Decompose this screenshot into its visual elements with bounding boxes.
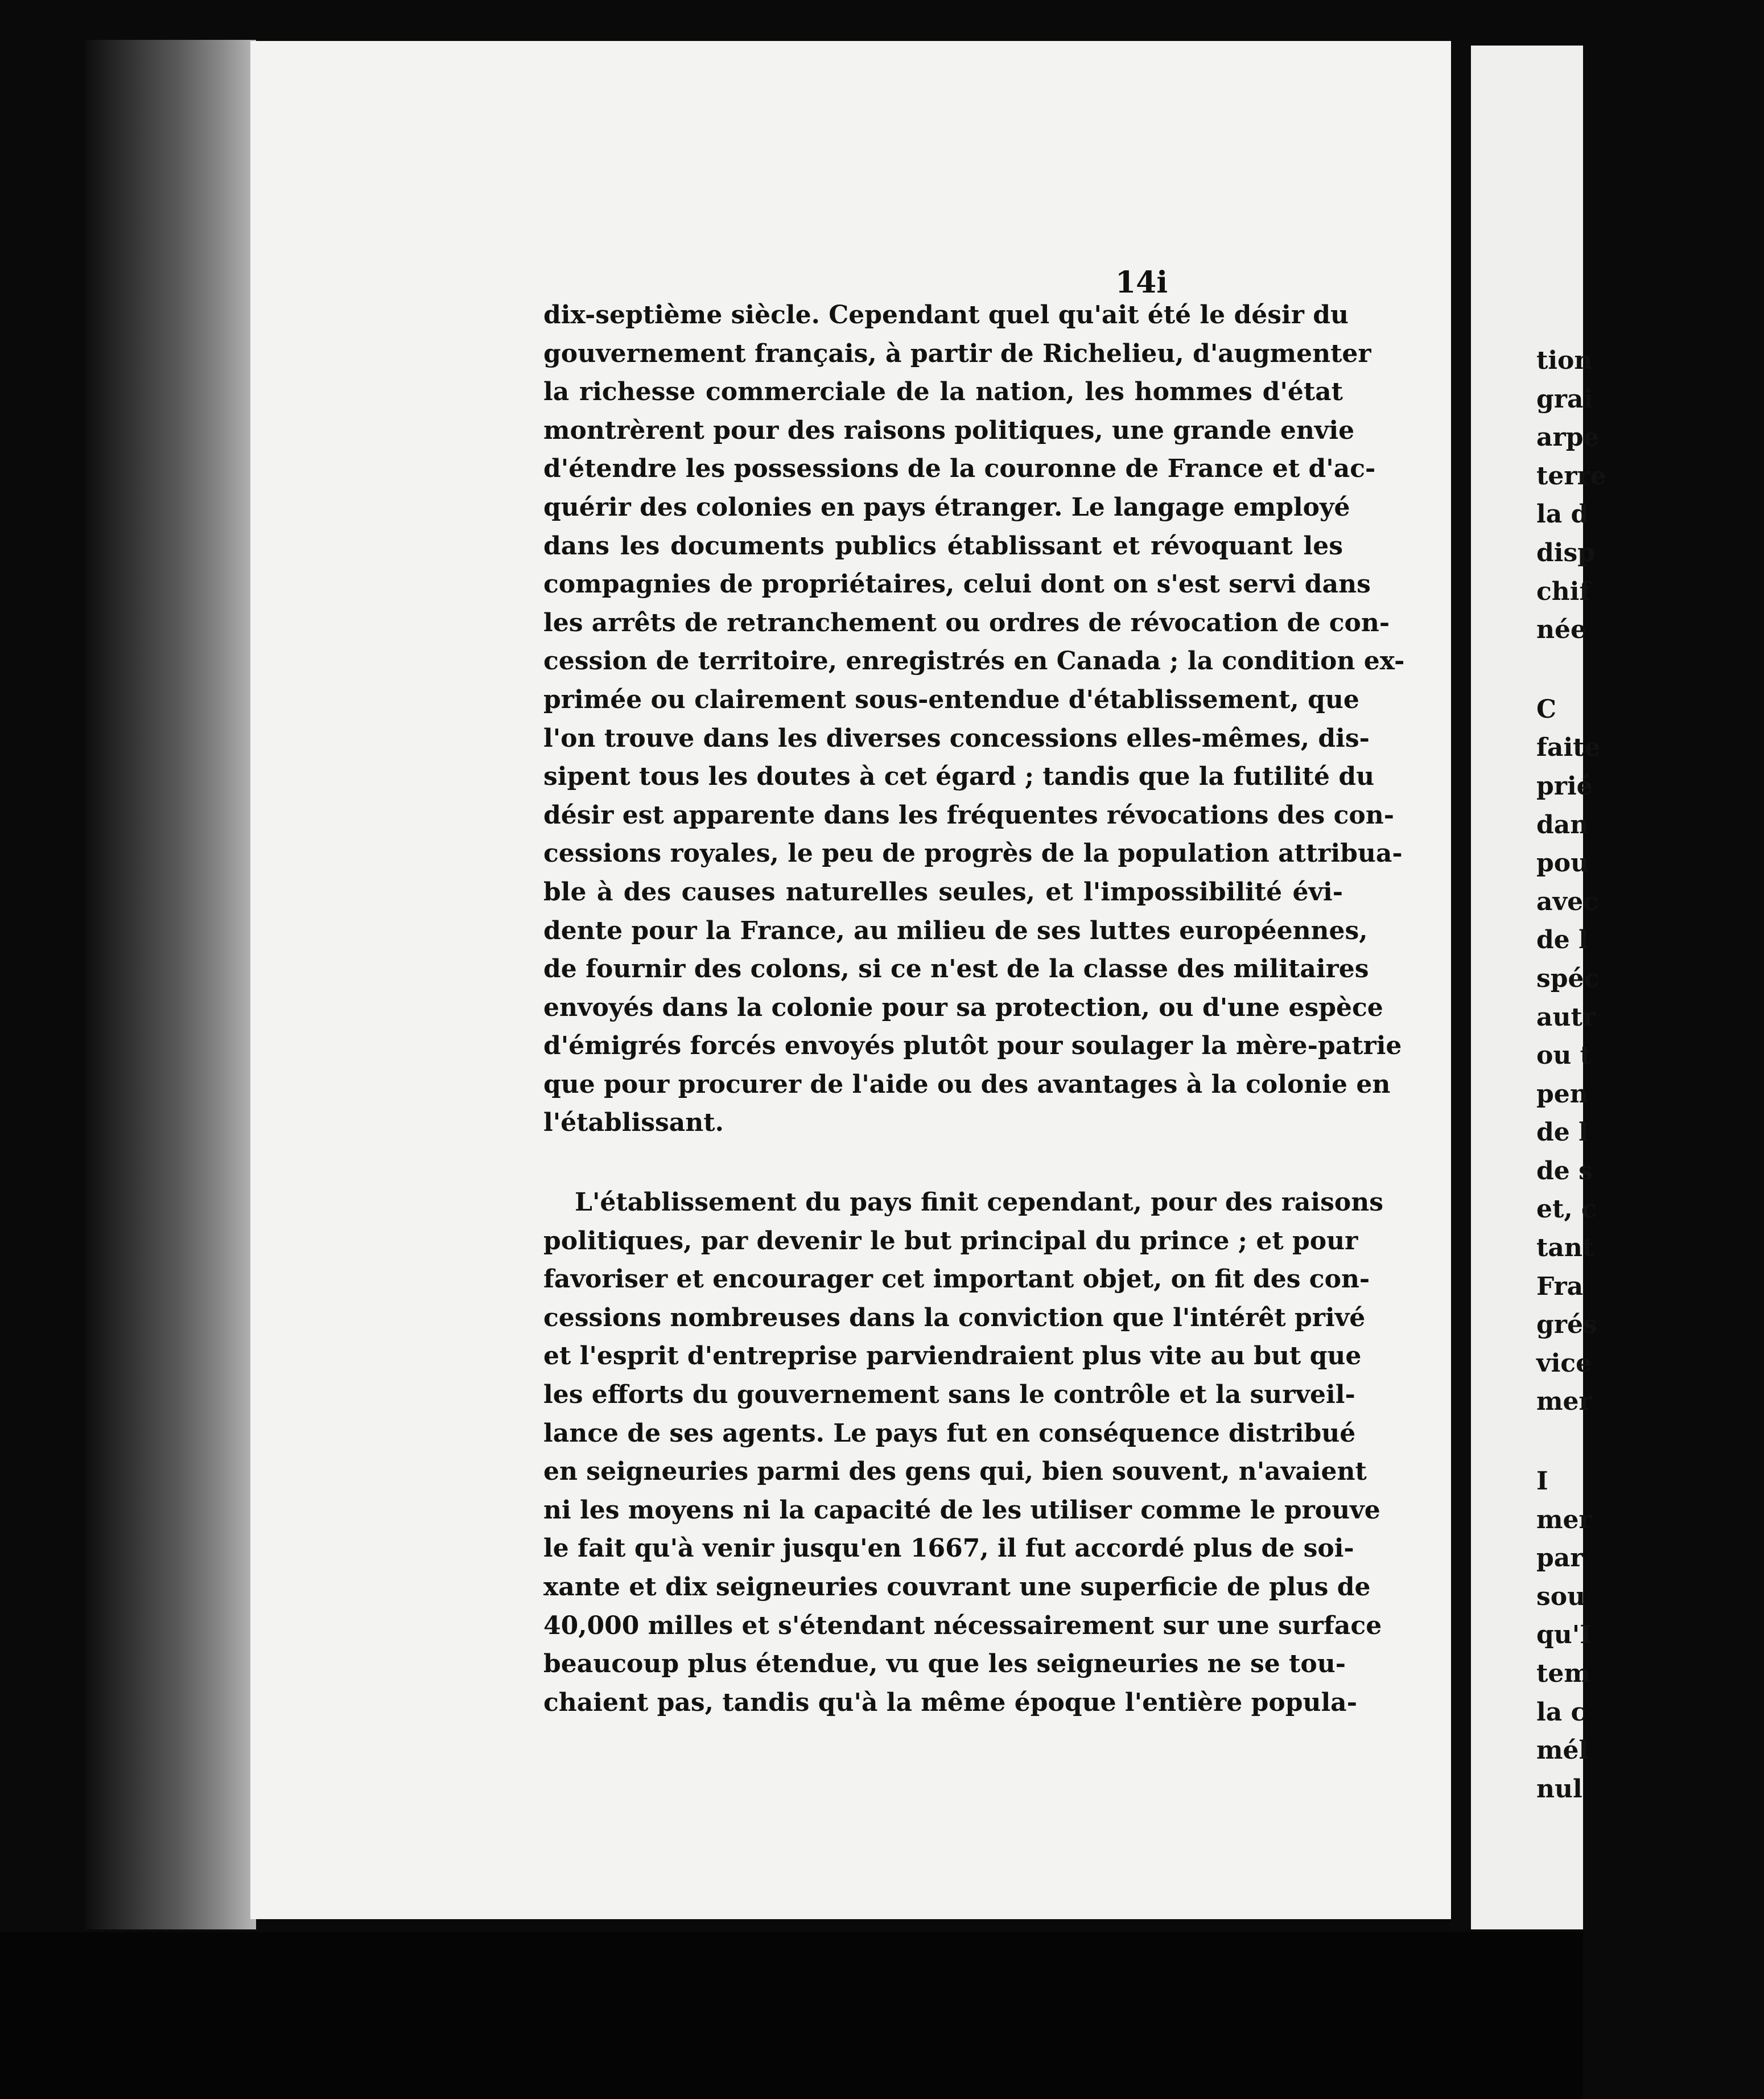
text-line: cessions royales, le peu de progrès de la population attribua- [543, 839, 1403, 869]
text-line: les arrêts de retranchement ou ordres de révocation de con- [543, 608, 1390, 637]
text-fragment: la d [1536, 500, 1589, 529]
text-line: les efforts du gouvernement sans le contrôle et la surveil- [543, 1380, 1355, 1410]
text-fragment: I [1536, 1467, 1548, 1496]
text-line: d'émigrés forcés envoyés plutôt pour soulager la mère-patrie [543, 1031, 1402, 1061]
text-line: sipent tous les doutes à cet égard ; tandis que la futilité du [543, 762, 1375, 792]
text-line: lance de ses agents. Le pays fut en conséquence distribué [543, 1418, 1356, 1448]
page-number: 14i [1115, 265, 1168, 300]
scan-border-bottom [0, 1932, 1583, 2099]
text-fragment: arpe [1536, 423, 1600, 452]
text-line: beaucoup plus étendue, vu que les seigneuries ne se tou- [543, 1649, 1346, 1679]
text-fragment: mer [1536, 1387, 1592, 1417]
text-fragment: sou [1536, 1582, 1586, 1611]
text-fragment: spéc [1536, 964, 1600, 993]
text-fragment: tem [1536, 1659, 1590, 1688]
text-line: chaient pas, tandis qu'à la même époque l'entière popula- [543, 1688, 1357, 1717]
book-page-right-edge [1471, 46, 1606, 1929]
text-fragment: dan [1536, 810, 1589, 839]
book-gutter-shadow [85, 40, 256, 1929]
text-fragment: avec [1536, 887, 1598, 916]
text-fragment: la c [1536, 1697, 1586, 1727]
text-line: le fait qu'à venir jusqu'en 1667, il fut accordé plus de soi- [543, 1534, 1354, 1563]
text-fragment: C [1536, 694, 1557, 724]
text-fragment: mél [1536, 1736, 1589, 1765]
text-fragment: de l [1536, 925, 1588, 955]
text-fragment: autr [1536, 1002, 1596, 1032]
text-line: politiques, par devenir le but principal du prince ; et pour [543, 1226, 1358, 1256]
text-fragment: grés [1536, 1310, 1597, 1340]
text-fragment: grai [1536, 384, 1593, 414]
body-text-column [543, 296, 1405, 1722]
text-line: cession de territoire, enregistrés en Canada ; la condition ex- [543, 647, 1405, 676]
text-fragment: pen [1536, 1079, 1588, 1109]
text-line: L'établissement du pays finit cependant, pour des raisons [575, 1188, 1383, 1217]
text-line: montrèrent pour des raisons politiques, une grande envie [543, 415, 1355, 445]
next-page-text-fragments [1536, 341, 1764, 1808]
text-line: d'étendre les possessions de la couronne de France et d'ac- [543, 454, 1376, 484]
text-fragment: Fra [1536, 1271, 1584, 1301]
text-fragment: ou t [1536, 1041, 1592, 1071]
text-line: ble à des causes naturelles seules, et l'impossibilité évi- [543, 877, 1343, 907]
text-fragment: née [1536, 615, 1586, 645]
text-fragment: qu'I [1536, 1620, 1592, 1650]
text-fragment: tion [1536, 346, 1593, 375]
text-line: et l'esprit d'entreprise parviendraient plus vite au but que [543, 1341, 1362, 1371]
text-fragment: tant [1536, 1233, 1594, 1263]
text-line: l'établissant. [543, 1108, 724, 1138]
text-fragment: pou [1536, 849, 1589, 878]
text-fragment: terre [1536, 461, 1606, 491]
text-line: en seigneuries parmi des gens qui, bien souvent, n'avaient [543, 1457, 1367, 1487]
text-line: xante et dix seigneuries couvrant une superficie de plus de [543, 1573, 1371, 1602]
text-fragment: de l [1536, 1118, 1588, 1147]
paragraph-1 [543, 296, 1405, 1142]
text-line: favoriser et encourager cet important objet, on fit des con- [543, 1265, 1370, 1294]
text-fragment: par [1536, 1544, 1584, 1573]
text-fragment: mer [1536, 1505, 1592, 1534]
text-line: ni les moyens ni la capacité de les utiliser comme le prouve [543, 1495, 1380, 1525]
text-fragment: de s [1536, 1156, 1593, 1186]
text-fragment: faite [1536, 733, 1601, 763]
text-fragment: prié [1536, 771, 1593, 801]
text-line: quérir des colonies en pays étranger. Le langage employé [543, 492, 1350, 522]
text-line: envoyés dans la colonie pour sa protection, ou d'une espèce [543, 993, 1383, 1022]
paragraph-2 [543, 1183, 1383, 1722]
text-line: compagnies de propriétaires, celui dont on s'est servi dans [543, 570, 1371, 599]
text-line: que pour procurer de l'aide ou des avantages à la colonie en [543, 1069, 1391, 1099]
text-line: dix-septième siècle. Cependant quel qu'ait été le désir du [543, 301, 1349, 330]
text-fragment: vice [1536, 1348, 1592, 1378]
text-fragment: disp [1536, 538, 1596, 567]
text-line: de fournir des colons, si ce n'est de la classe des militaires [543, 954, 1369, 984]
text-line: cessions nombreuses dans la conviction que l'intérêt privé [543, 1303, 1366, 1332]
text-fragment: chif [1536, 577, 1590, 606]
text-line: primée ou clairement sous-entendue d'établissement, que [543, 685, 1359, 714]
text-line: la richesse commerciale de la nation, les hommes d'état [543, 377, 1343, 407]
text-line: 40,000 milles et s'étendant nécessairement sur une surface [543, 1611, 1382, 1640]
page-fold-shadow [1451, 40, 1471, 1929]
text-line: désir est apparente dans les fréquentes révocations des con- [543, 800, 1395, 830]
text-fragment: nul [1536, 1774, 1582, 1804]
text-fragment: et, c [1536, 1195, 1597, 1224]
text-line: dans les documents publics établissant et révoquant les [543, 531, 1343, 561]
text-line: l'on trouve dans les diverses concessions elles-mêmes, dis- [543, 723, 1370, 753]
text-line: dente pour la France, au milieu de ses luttes européennes, [543, 916, 1368, 945]
text-line: gouvernement français, à partir de Richelieu, d'augmenter [543, 339, 1371, 368]
